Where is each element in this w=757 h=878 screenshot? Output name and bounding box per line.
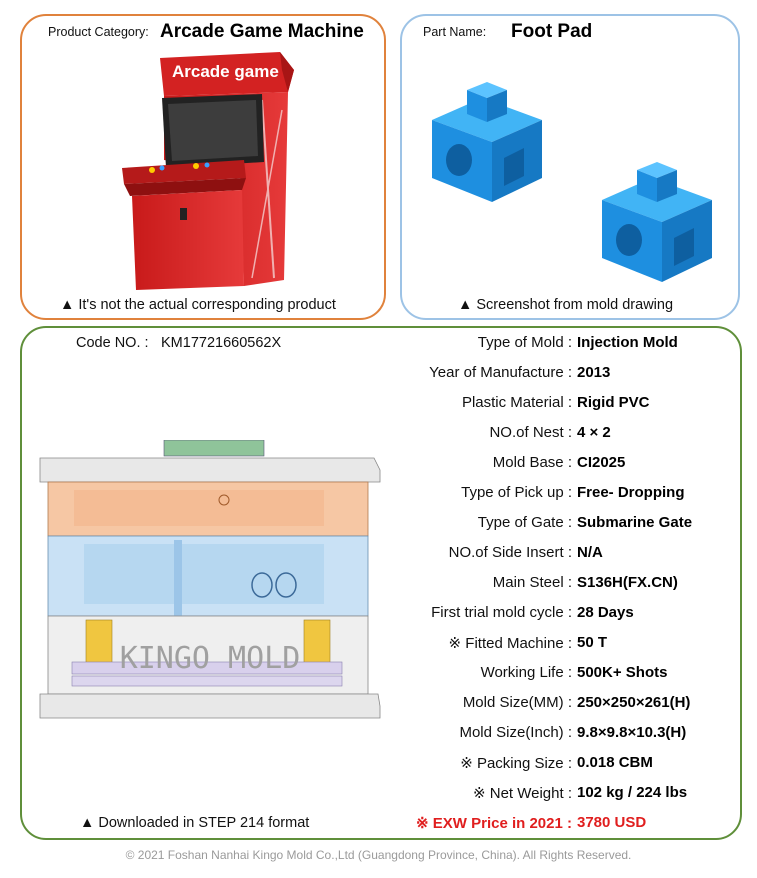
product-category-value: Arcade Game Machine [160,21,364,42]
spec-row [0,724,757,754]
part-name-value: Foot Pad [511,21,593,42]
spec-row [0,604,757,634]
spec-value: Submarine Gate [577,514,693,531]
spec-key: Mold Size(Inch) : [459,724,572,741]
spec-row [0,514,757,544]
spec-key: Year of Manufacture : [429,364,572,381]
spec-value: 250×250×261(H) [577,694,691,711]
spec-row [0,634,757,664]
mold-image-caption: ▲ Downloaded in STEP 214 format [80,815,310,831]
spec-row [0,754,757,784]
spec-key: Main Steel : [492,574,572,591]
price-value: 3780 USD [577,814,647,831]
copyright-footer: © 2021 Foshan Nanhai Kingo Mold Co.,Ltd (Guangdong Province, China). All Rights Reserved. [125,848,632,862]
spec-row [0,664,757,694]
spec-value: 50 T [577,634,608,651]
spec-row [0,334,757,364]
spec-row [0,424,757,454]
code-no-label: Code NO. : [76,335,149,351]
spec-key: Type of Gate : [477,514,572,531]
spec-row [0,484,757,514]
spec-value: Free- Dropping [577,484,685,501]
arcade-machine-image [112,50,302,290]
spec-key: Mold Base : [492,454,572,471]
spec-value: 0.018 CBM [577,754,653,771]
spec-key: ※ Packing Size : [460,755,572,772]
spec-value: 4 × 2 [577,424,611,441]
spec-row [0,394,757,424]
part-name-label: Part Name: [423,25,487,39]
spec-value: 28 Days [577,604,634,621]
spec-value: 2013 [577,364,611,381]
spec-value: 500K+ Shots [577,664,668,681]
spec-value: S136H(FX.CN) [577,574,678,591]
spec-value: Rigid PVC [577,394,650,411]
spec-key: Plastic Material : [461,394,572,411]
spec-value: 9.8×9.8×10.3(H) [577,724,687,741]
foot-pad-image [412,80,732,290]
spec-key: ※ Fitted Machine : [448,635,572,652]
spec-row [0,694,757,724]
spec-key: Type of Mold : [477,334,572,351]
spec-value: Injection Mold [577,334,678,351]
spec-key: Type of Pick up : [461,484,572,501]
spec-key: Working Life : [480,664,572,681]
spec-row [0,364,757,394]
spec-value: N/A [577,544,603,561]
spec-row [0,784,757,814]
mold-watermark: KINGO MOLD [119,641,301,676]
spec-row [0,574,757,604]
spec-row [0,544,757,574]
price-row [0,814,757,844]
code-no-value: KM17721660562X [161,335,282,351]
spec-key: NO.of Side Insert : [448,544,572,561]
spec-key: NO.of Nest : [489,424,572,441]
part-name-caption: ▲ Screenshot from mold drawing [458,297,674,313]
product-category-caption: ▲ It's not the actual corresponding product [60,297,336,313]
spec-key: First trial mold cycle : [431,604,572,621]
spec-row [0,454,757,484]
spec-key: ※ Net Weight : [473,785,572,802]
spec-value: CI2025 [577,454,626,471]
spec-key: Mold Size(MM) : [462,694,572,711]
arcade-marquee-text: Arcade game [172,62,279,81]
product-category-label: Product Category: [48,25,149,39]
price-key: ※ EXW Price in 2021 : [416,815,572,832]
spec-value: 102 kg / 224 lbs [577,784,688,801]
